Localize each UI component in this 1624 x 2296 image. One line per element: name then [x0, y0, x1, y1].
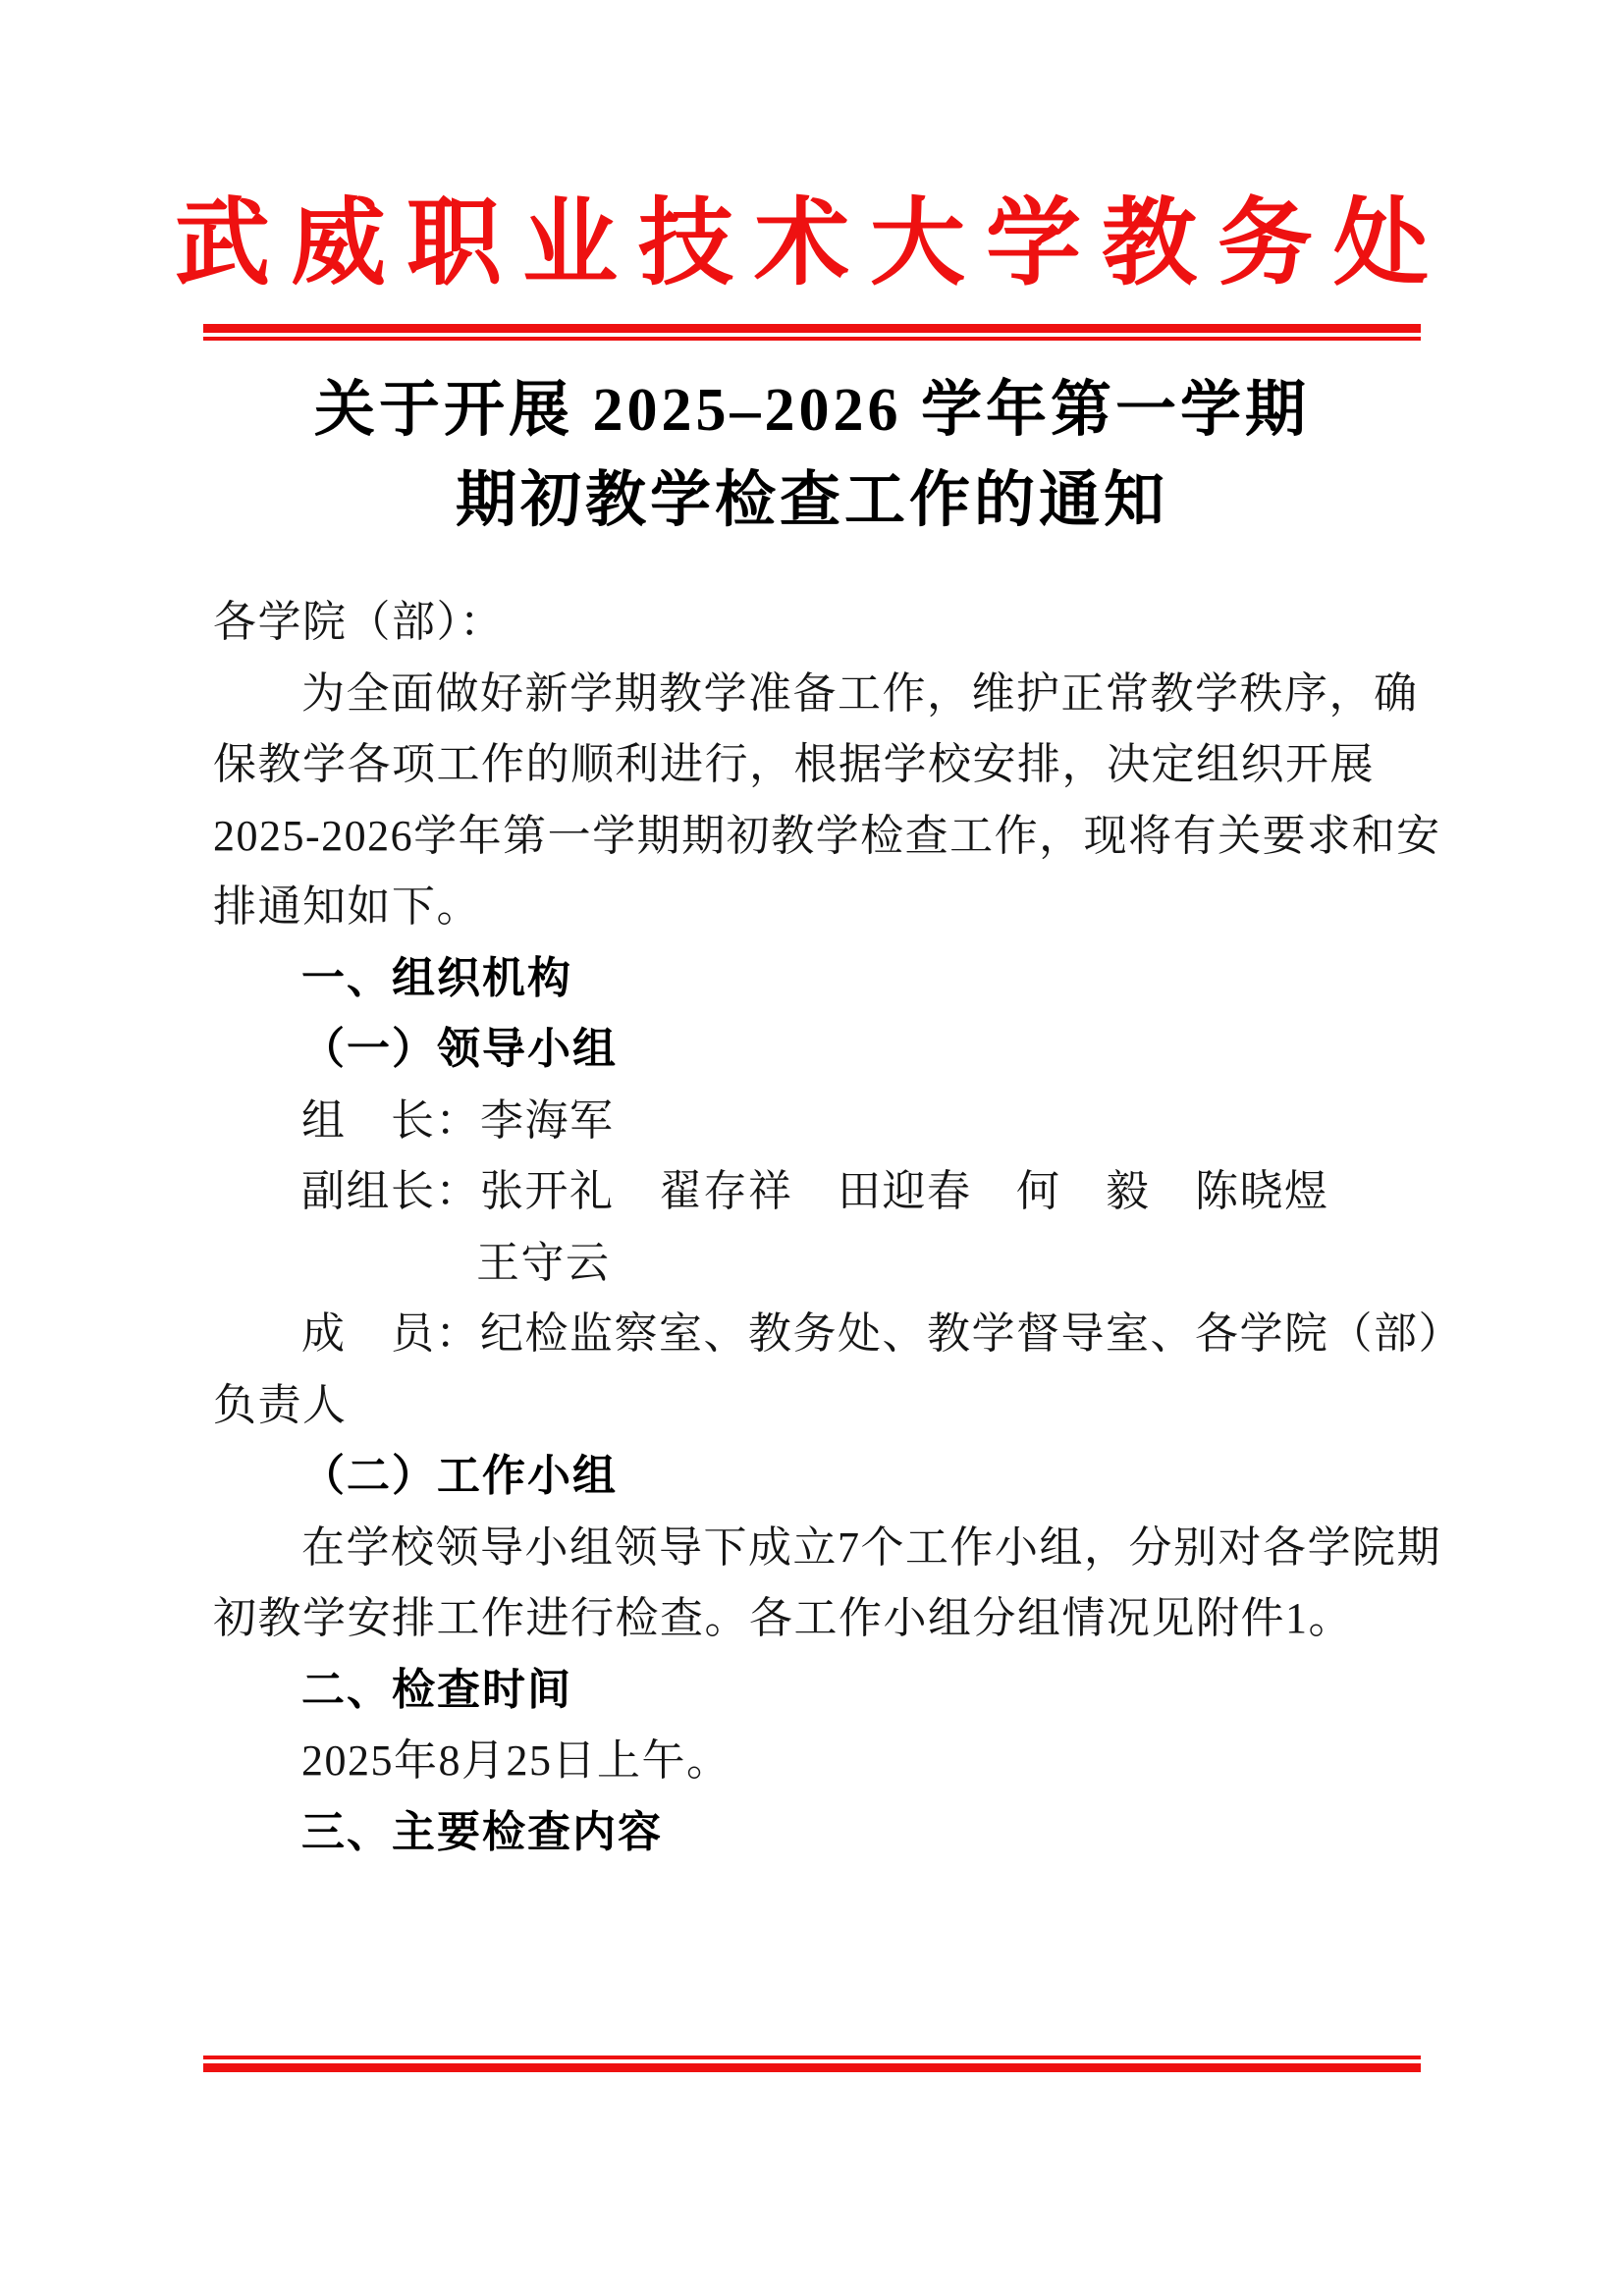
document-title-line2: 期初教学检查工作的通知 [455, 467, 1168, 534]
paragraph-line: 保教学各项工作的顺利进行，根据学校安排，决定组织开展 [213, 740, 1375, 788]
document-title [0, 365, 1624, 546]
section-heading-2: 二、检查时间 [301, 1665, 572, 1714]
document-title-line1: 关于开展 2025–2026 学年第一学期 [313, 377, 1310, 444]
members-continuation-line: 负责人 [213, 1380, 348, 1429]
header-divider [203, 324, 1421, 341]
paragraph-line: 为全面做好新学期教学准备工作，维护正常教学秩序，确 [301, 668, 1419, 718]
salutation-line: 各学院（部）： [213, 598, 505, 646]
members-line: 成 员：纪检监察室、教务处、教学督导室、各学院（部） [301, 1309, 1463, 1358]
deputy-leaders-continuation-line: 王守云 [476, 1238, 611, 1287]
document-body [213, 587, 1463, 1868]
footer-divider [203, 2056, 1421, 2072]
header-divider-thin-line [203, 337, 1421, 341]
letterhead-title: 武威职业技术大学教务处 [175, 191, 1449, 296]
group-leader-line: 组 长：李海军 [301, 1095, 615, 1145]
paragraph-line: 排通知如下。 [213, 882, 481, 931]
section-heading-3: 三、主要检查内容 [301, 1807, 663, 1856]
subsection-heading-work-group: （二）工作小组 [301, 1452, 618, 1500]
subsection-heading-leader-group: （一）领导小组 [301, 1025, 618, 1073]
deputy-leaders-line: 副组长：张开礼 翟存祥 田迎春 何 毅 陈晓煜 [301, 1167, 1329, 1215]
footer-divider-thick-line [203, 2063, 1421, 2072]
section-heading-1: 一、组织机构 [301, 953, 572, 1002]
paragraph-line: 2025-2026学年第一学期期初教学检查工作，现将有关要求和安 [213, 811, 1441, 860]
paragraph-line: 在学校领导小组领导下成立7个工作小组，分别对各学院期 [301, 1522, 1441, 1572]
paragraph-line: 初教学安排工作进行检查。各工作小组分组情况见附件1。 [213, 1594, 1353, 1642]
inspection-date-line: 2025年8月25日上午。 [301, 1736, 731, 1785]
header-divider-thick-line [203, 324, 1421, 333]
